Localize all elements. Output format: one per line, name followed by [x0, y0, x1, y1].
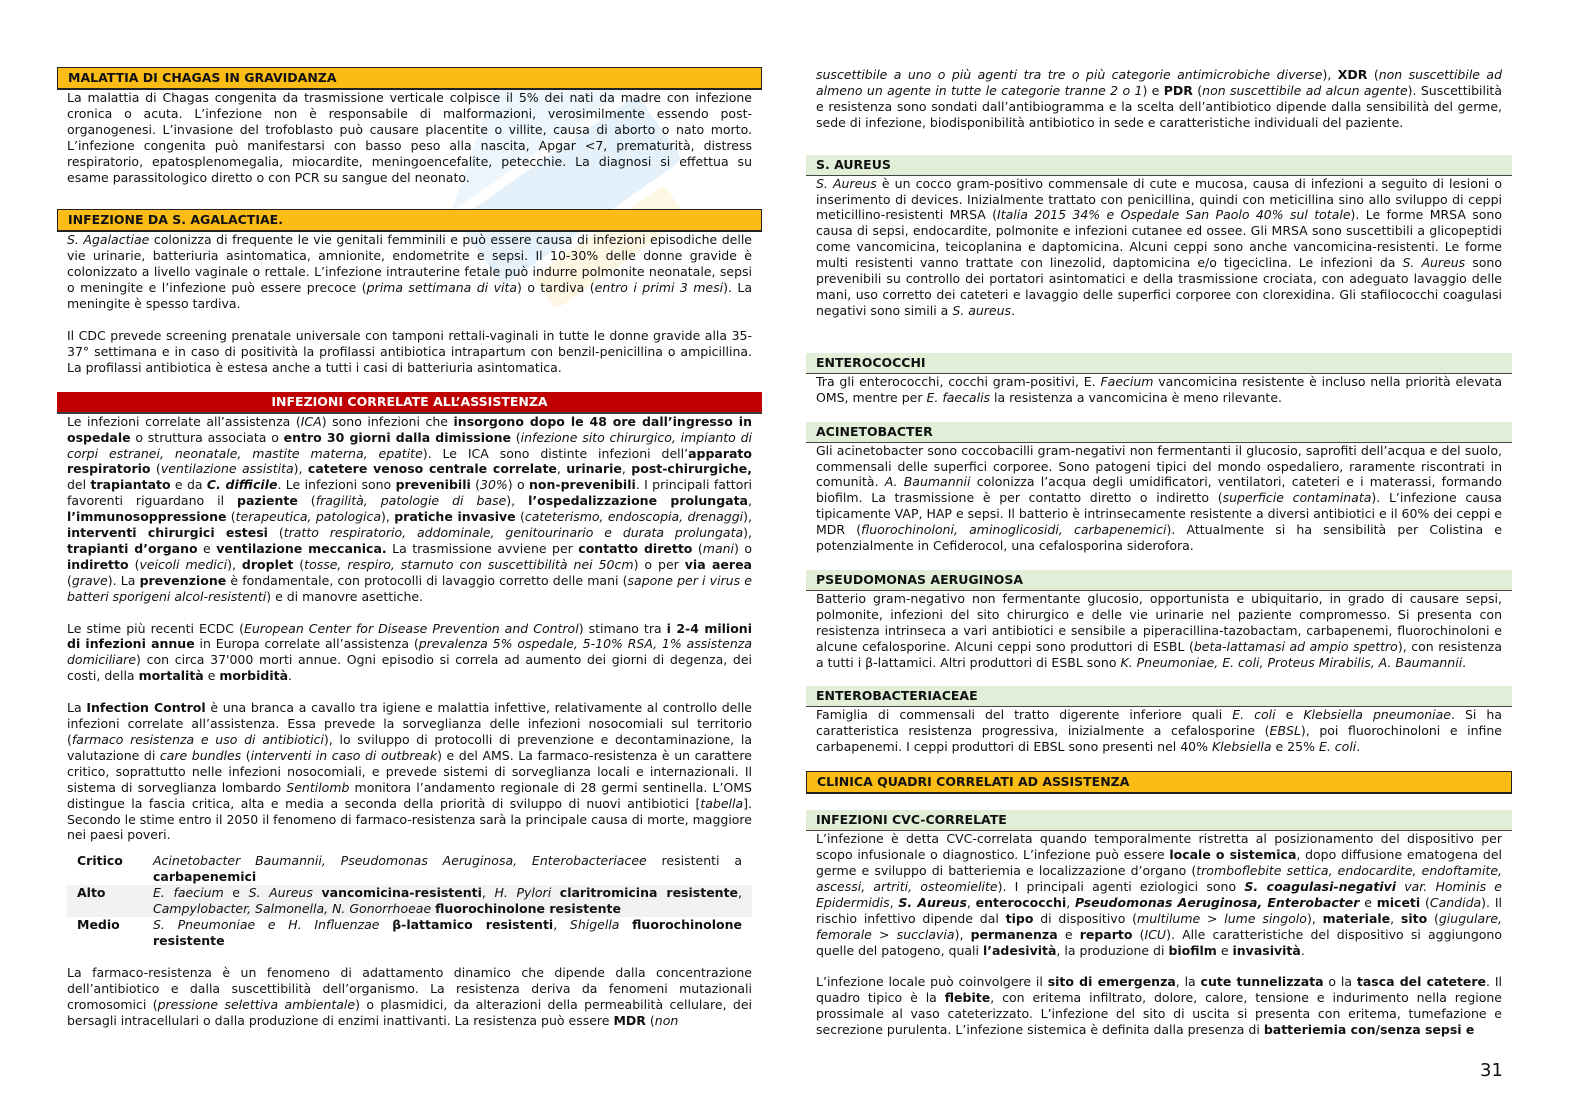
section-header-pseudomonas: PSEUDOMONAS AERUGINOSA	[806, 570, 1512, 591]
resistance-priority-table	[67, 853, 752, 948]
right-column	[806, 67, 1512, 1038]
chagas-paragraph: La malattia di Chagas congenita da trasmissione verticale colpisce il 5% dei nati da madre con infezione cronica o acuta. L’infezione non è responsabile di malformazioni, verosimilmente essendo post-organogenesi. L’invasione del trofoblasto può causare placentite o villite, causa di aborto o nato morto. L’infezione congenita può manifestarsi con basso peso alla nascita, Apgar <7, prematurità, distress respiratorio, epatosplenomegalia, miocardite, meningoencefalite, petecchie. La diagnosi si effettua su esame parassitologico diretto o con PCR su sangue del neonato.	[67, 90, 752, 185]
page-number: 31	[1480, 1060, 1503, 1081]
ica-paragraph-2: Le stime più recenti ECDC (European Center for Disease Prevention and Control) stimano tra i 2-4 milioni di infezioni annue in Europa correlate all’assistenza (prevalenza 5% ospedale, 5-10% RSA, 1% assistenza domiciliare) con circa 37'000 morti annue. Ogni episodio si correla ad aumento dei giorni di degenza, dei costi, della mortalità e morbidità.	[67, 620, 752, 684]
table-row	[67, 917, 752, 949]
priority-level: Alto	[67, 885, 143, 917]
pseudomonas-paragraph: Batterio gram-negativo non fermentante glucosio, opportunista e ubiquitario, in grado di causare sepsi, polmonite, infezioni del sito chirurgico e delle vie urinarie nel paziente compromesso. Si presenta con resistenza intrinseca a vari antibiotici e sensibile a piperacillina-tazobactam, carbapenemi, fluorochinoloni e alcune cefalosporine. Alcuni ceppi sono produttori di ESBL (beta-lattamasi ad ampio spettro), con resistenza a tutti i β-lattamici. Altri produttori di ESBL sono K. Pneumoniae, E. coli, Proteus Mirabilis, A. Baumannii.	[816, 590, 1503, 670]
left-column	[57, 67, 762, 1028]
s-aureus-paragraph: S. Aureus è un cocco gram-positivo commensale di cute e mucosa, causa di infezioni a seguito di lesioni o inserimento di devices. Inizialmente trattato con penicillina, quindi con meticillina sino allo sviluppo di ceppi meticillino-resistenti MRSA (Italia 2015 34% e Ospedale San Paolo 40% sul totale). Le forme MRSA sono causa di sepsi, endocardite, polmonite e infezioni cutanee ed ossee. Gli MRSA sono suscettibili a glicopeptidi come vancomicina, teicoplanina e daptomicina. Alcuni ceppi sono anche vancomicina-resistenti. Le forme multi resistenti vanno trattate con linezolid, daptomicina e/o tigeciclina. Le infezioni da S. Aureus sono prevenibili su controllo dei portatori asintomatici e della trasmissione crociata, con adeguato lavaggio delle mani, uso corretto dei cateteri e lavaggio delle superfici corporee con clorexidina. Gli stafilococchi coagulasi negativi sono simili a S. aureus.	[816, 175, 1502, 318]
acinetobacter-paragraph: Gli acinetobacter sono coccobacilli gram-negativi non fermentanti il glucosio, saprofiti dell’acqua e del suolo, commensali delle superfici corporee. Sono patogeni tipici del mondo ospedaliero, raramente riscontrati in comunità. A. Baumannii colonizza l’acqua degli umidificatori, ventilatori, cateteri e i materassi, formando biofilm. La trasmissione è per contatto diretto o indiretto (superficie contaminata). L’infezione causa tipicamente VAP, HAP e sepsi. Il batterio è intrinsecamente resistente a diversi antibiotici e il 60% dei ceppi e MDR (fluorochinoloni, aminoglicosidi, carbapenemici). Attualmente si ha sensibilità per Colistina e potenzialmente in Cefiderocol, una cefalosporina siderofora.	[816, 442, 1503, 554]
table-row	[67, 885, 752, 917]
resistance-continuation-paragraph: suscettibile a uno o più agenti tra tre o più categorie antimicrobiche diverse), XDR (non suscettibile ad almeno un agente in tutte le categorie tranne 2 o 1) e PDR (non suscettibile ad alcun agente). Suscettibilità e resistenza sono sondati dall’antibiogramma e la scelta dell’antibiotico dipende dalla sensibilità del germe, sede di infezione, biodisponibilità antibiotico in sede e caratteristiche individuali del paziente.	[816, 67, 1502, 130]
section-header-s-aureus: S. AUREUS	[806, 155, 1512, 176]
section-header-clinica: CLINICA QUADRI CORRELATI AD ASSISTENZA	[806, 771, 1512, 794]
section-header-chagas: MALATTIA DI CHAGAS IN GRAVIDANZA	[57, 67, 762, 90]
ica-paragraph-3: La Infection Control è una branca a cavallo tra igiene e malattia infettive, relativamente al controllo delle infezioni correlate all’assistenza. Essa prevede la sorveglianza delle infezioni nosocomiali sul territorio (farmaco resistenza e uso di antibiotici), lo sviluppo di protocolli di prevenzione e decontaminazione, la valutazione di care bundles (interventi in caso di outbreak) e del AMS. La farmaco-resistenza è un carattere critico, soprattutto nelle infezioni nosocomiali, e prevede sistemi di sorveglianza locali e internazionali. Il sistema di sorveglianza lombardo Sentilomb monitora l’andamento regionale di 28 germi sentinella. L’OMS distingue la fascia critica, alta e media a seconda della priorità di sviluppo di nuovi antibiotici [tabella]. Secondo le stime entro il 2050 il fenomeno di farmaco-resistenza sarà la principale causa di morte, maggiore nei paesi poveri.	[67, 700, 753, 843]
priority-description: E. faecium e S. Aureus vancomicina-resistenti, H. Pylori claritromicina resistente, Campylobacter, Salmonella, N. Gonorrhoeae fluorochinolone resistente	[143, 885, 752, 917]
priority-level: Medio	[77, 916, 120, 932]
enterobacteriaceae-paragraph: Famiglia di commensali del tratto digerente inferiore quali E. coli e Klebsiella pneumoniae. Si ha caratteristica resistenza progressiva, inizialmente a cefalosporine (EBSL), poi fluorochinoloni e infine carbapenemi. I ceppi produttori di EBSL sono presenti nel 40% Klebsiella e 25% E. coli.	[816, 707, 1503, 755]
cvc-paragraph-1: L’infezione è detta CVC-correlata quando temporalmente ristretta al posizionamento del dispositivo per scopo infusionale o diagnostico. L’infezione può essere locale o sistemica, dopo diffusione ematogena del germe e sviluppo di batteriemia e localizzazione d’organo (tromboflebite settica, endocardite, endoftamite, ascessi, artriti, osteomielite). I principali agenti eziologici sono S. coagulasi-negativi var. Hominis e Epidermidis, S. Aureus, enterococchi, Pseudomonas Aeruginosa, Enterobacter e miceti (Candida). Il rischio infettivo dipende dal tipo di dispositivo (multilume > lume singolo), materiale, sito (giugulare, femorale > succlavia), permanenza e reparto (ICU). Alle caratteristiche del dispositivo si aggiungono quelle del patogeno, quali l’adesività, la produzione di biofilm e invasività.	[816, 831, 1502, 958]
section-header-agalactiae: INFEZIONE DA S. AGALACTIAE.	[57, 209, 762, 232]
section-header-ica: INFEZIONI CORRELATE ALL’ASSISTENZA	[57, 392, 762, 414]
agalactiae-paragraph-1: S. Agalactiae colonizza di frequente le vie genitali femminili e può essere causa di infezioni episodiche delle vie urinarie, batteriuria asintomatica, amnionite, endometrite e sepsi. Il 10-30% delle donne gravide è colonizzato a livello vaginale o rettale. L’infezione intrauterine fetale può indurre polmonite neonatale, sepsi o meningite e l’infezione può essere precoce (prima settimana di vita) o tardiva (entro i primi 3 mesi). La meningite è spesso tardiva.	[67, 232, 753, 312]
section-header-enterococchi: ENTEROCOCCHI	[806, 353, 1512, 374]
cvc-paragraph-2: L’infezione locale può coinvolgere il sito di emergenza, la cute tunnelizzata o la tasca del catetere. Il quadro tipico è la flebite, con eritema infiltrato, dolore, calore, tensione e indurimento nella regione prossimale al vaso cateterizzato. L’infezione del sito di uscita si presenta con eritema, tumefazione e secrezione purulenta. L’infezione sistemica è definita dalla presenza di batteriemia con/senza sepsi e	[816, 974, 1502, 1038]
ica-paragraph-4: La farmaco-resistenza è un fenomeno di adattamento dinamico che dipende dalla concentrazione dell’antibiotico e dalla suscettibilità dell’organismo. La resistenza deriva da fenomeni mutazionali cromosomici (pressione selettiva ambientale) o plasmidici, da alterazioni della permeabilità cellulare, dei bersagli intracellulari o dalla produzione di enzimi inattivanti. La resistenza può essere MDR (non	[67, 964, 753, 1028]
priority-level: Critico	[77, 853, 123, 869]
ica-paragraph-1: Le infezioni correlate all’assistenza (ICA) sono infezioni che insorgono dopo le 48 ore dall’ingresso in ospedale o struttura associata o entro 30 giorni dalla dimissione (infezione sito chirurgico, impianto di corpi estranei, neonatale, mastite materna, epatite). Le ICA sono distinte infezioni dell’apparato respiratorio (ventilazione assistita), catetere venoso centrale correlate, urinarie, post-chirurgiche, del trapiantato e da C. difficile. Le infezioni sono prevenibili (30%) o non-prevenibili. I principali fattori favorenti riguardano il paziente (fragilità, patologie di base), l’ospedalizzazione prolungata, l’immunosoppressione (terapeutica, patologica), pratiche invasive (cateterismo, endoscopia, drenaggi), interventi chirurgici estesi (tratto respiratorio, addominale, genitourinario e durata prolungata), trapianti d’organo e ventilazione meccanica. La trasmissione avviene per contatto diretto (mani) o indiretto (veicoli medici), droplet (tosse, respiro, starnuto con suscettibilità nei 50cm) o per via aerea (grave). La prevenzione è fondamentale, con protocolli di lavaggio corretto delle mani (sapone per i virus e batteri sporigeni alcol-resistenti) e di manovre asettiche.	[67, 413, 753, 604]
priority-description: Acinetobacter Baumannii, Pseudomonas Aeruginosa, Enterobacteriacee resistenti a carbapenemici	[153, 853, 742, 885]
priority-description: S. Pneumoniae e H. Influenzae β-lattamico resistenti, Shigella fluorochinolone resistente	[153, 916, 742, 948]
enterococchi-paragraph: Tra gli enterococchi, cocchi gram-positivi, E. Faecium vancomicina resistente è incluso nella priorità elevata OMS, mentre per E. faecalis la resistenza a vancomicina è meno rilevante.	[816, 373, 1502, 405]
section-header-cvc: INFEZIONI CVC-CORRELATE	[806, 810, 1512, 831]
agalactiae-paragraph-2: Il CDC prevede screening prenatale universale con tamponi rettali-vaginali in tutte le donne gravide alla 35-37° settimana e in caso di positività la profilassi antibiotica intrapartum con benzil-penicillina o ampicillina. La profilassi antibiotica è estesa anche a tutti i casi di batteriuria asintomatica.	[67, 327, 752, 375]
section-header-acinetobacter: ACINETOBACTER	[806, 422, 1512, 443]
table-row	[67, 853, 752, 885]
section-header-enterobacteriaceae: ENTEROBACTERIACEAE	[806, 686, 1512, 707]
